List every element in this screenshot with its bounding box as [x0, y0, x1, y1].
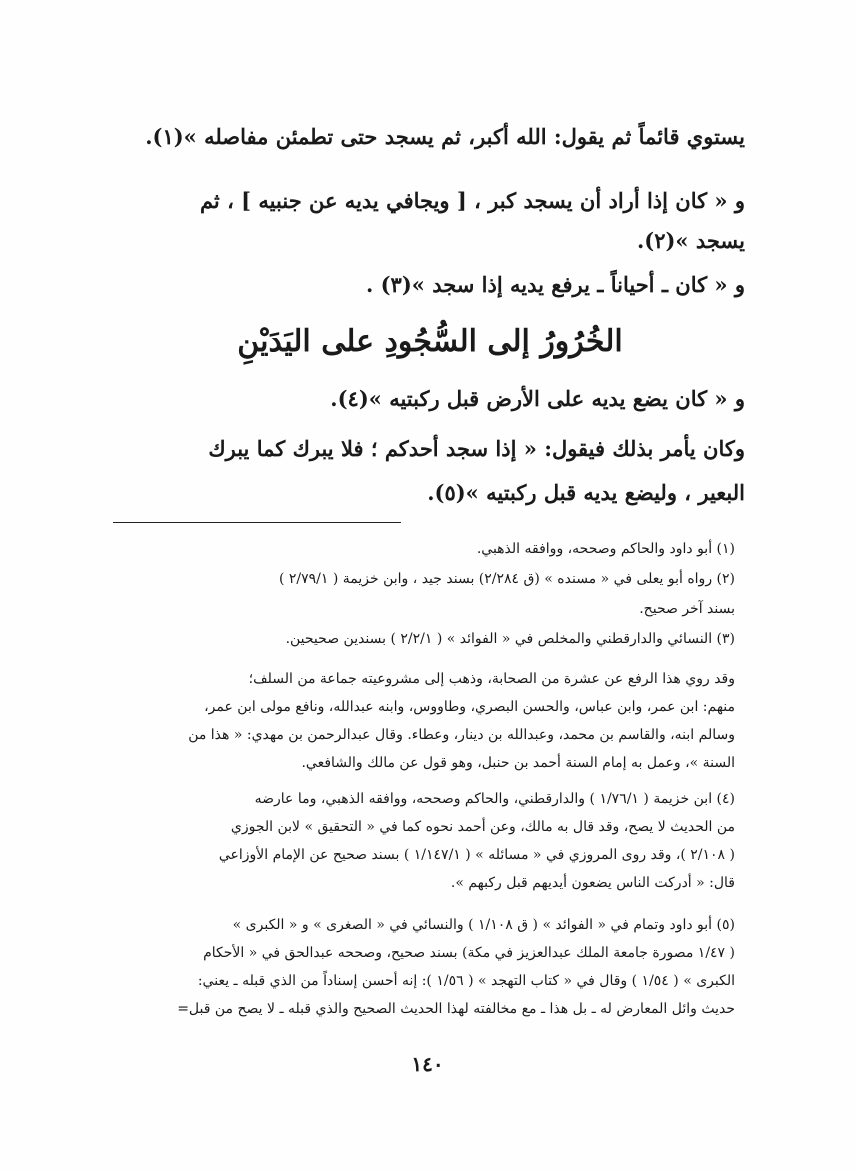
main-line-5: و « كان يضع يديه على الأرض قبل ركبتيه »(٤). — [330, 386, 745, 411]
footnote-line: بسند آخر صحيح. — [639, 601, 735, 617]
footnote-line: (١) أبو داود والحاكم وصححه، ووافقه الذهبي. — [476, 541, 735, 557]
section-heading: الخُرُورُ إلى السُّجُودِ على اليَدَيْنِ — [237, 324, 623, 359]
main-line-4: و « كان ـ أحياناً ـ يرفع يديه إذا سجد »(٣) . — [365, 272, 745, 297]
footnote-line: (٢) رواه أبو يعلى في « مسنده » (ق ٢/٢٨٤) بسند جيد ، وابن خزيمة ( ٢/٧٩/١ ) — [278, 571, 735, 587]
footnote-line: وقد روي هذا الرفع عن عشرة من الصحابة، وذهب إلى مشروعيته جماعة من السلف؛ — [248, 671, 735, 687]
main-line-1: يستوي قائماً ثم يقول: الله أكبر، ثم يسجد حتى تطمئن مفاصله »(١). — [145, 124, 745, 149]
footnote-line: ( ٢/١٠٨ )، وقد روى المروزي في « مسائله » ( ١/١٤٧/١ ) بسند صحيح عن الإمام الأوزاعي — [218, 847, 735, 863]
footnote-line: ( ١/٤٧ مصورة جامعة الملك عبدالعزيز في مكة) بسند صحيح، وصححه عبدالحق في « الأحكام — [203, 945, 735, 961]
footnote-line: من الحديث لا يصح، وقد قال به مالك، وعن أحمد نحوه كما في « التحقيق » لابن الجوزي — [230, 819, 735, 835]
footnote-line: (٣) النسائي والدارقطني والمخلص في « الفوائد » ( ٢/٢/١ ) بسندين صحيحين. — [285, 631, 735, 647]
main-line-7: البعير ، وليضع يديه قبل ركبتيه »(٥). — [427, 480, 745, 505]
footnote-line: حديث وائل المعارض له ـ بل هذا ـ مع مخالفته لهذا الحديث الصحيح والذي قبله ـ لا يصح من قبل= — [177, 1001, 735, 1017]
footnote-line: (٥) أبو داود وتمام في « الفوائد » ( ق ١/١٠٨ ) والنسائي في « الصغرى » و « الكبرى » — [232, 917, 735, 933]
footnote-separator — [113, 522, 401, 523]
page-number: ١٤٠ — [411, 1052, 444, 1076]
footnote-line: وسالم ابنه، والقاسم بن محمد، وعبدالله بن دينار، وعطاء. وقال عبدالرحمن بن مهدي: « هذا من — [188, 727, 735, 743]
footnote-line: (٤) ابن خزيمة ( ١/٧٦/١ ) والدارقطني، والحاكم وصححه، ووافقه الذهبي، وما عارضه — [254, 791, 735, 807]
footnote-line: منهم: ابن عمر، وابن عباس، والحسن البصري، وطاووس، وابنه عبدالله، ونافع مولى ابن عمر، — [204, 699, 735, 715]
main-line-6: وكان يأمر بذلك فيقول: « إذا سجد أحدكم ؛ فلا يبرك كما يبرك — [208, 436, 745, 461]
footnote-line: قال: « أدركت الناس يضعون أيديهم قبل ركبهم ». — [450, 875, 735, 891]
main-line-3: يسجد »(٢). — [636, 228, 745, 253]
main-line-2: و « كان إذا أراد أن يسجد كبر ، [ ويجافي يديه عن جنبيه ] ، ثم — [199, 188, 745, 213]
footnote-line: السنة »، وعمل به إمام السنة أحمد بن حنبل، وهو قول عن مالك والشافعي. — [301, 755, 735, 771]
footnote-line: الكبرى » ( ١/٥٤ ) وقال في « كتاب التهجد » ( ١/٥٦ ): إنه أحسن إسناداً من الذي قبله ـ يعني: — [197, 973, 735, 989]
